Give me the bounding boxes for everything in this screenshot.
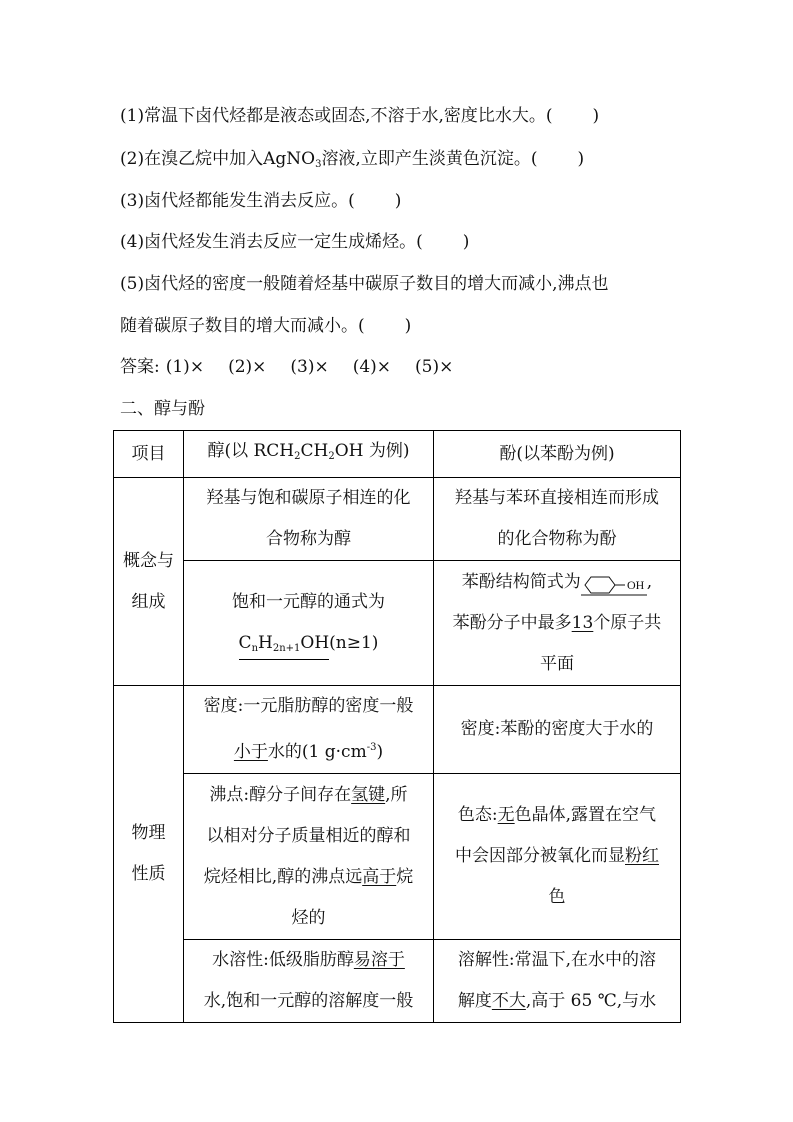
answer-item: (5)×: [415, 357, 454, 377]
svg-text:OH: OH: [626, 578, 645, 592]
formula-fill-blank: $C_nH_{2n+1}OH$: [239, 633, 330, 660]
answer-item: (3)×: [290, 357, 329, 377]
table-row: [114, 478, 681, 561]
question-4: (4)卤代烃发生消去反应一定生成烯烃。( ): [120, 232, 470, 252]
question-1: (1)常温下卤代烃都是液态或固态,不溶于水,密度比水大。( ): [120, 106, 600, 126]
header-phenol: 酚(以苯酚为例): [434, 431, 681, 478]
answer-item: (2)×: [228, 357, 267, 377]
phenol-structure-diagram: [581, 571, 647, 593]
alcohol-definition: 羟基与饱和碳原子相连的化 合物称为醇: [184, 478, 434, 561]
section-title: 二、醇与酚: [120, 399, 205, 419]
phenol-color-state: 色态:无色晶体,露置在空气 中会因部分被氧化而显粉红 色: [434, 774, 681, 940]
table-row: [114, 774, 681, 940]
table-header-row: [114, 431, 681, 478]
phenol-density: 密度:苯酚的密度大于水的: [434, 686, 681, 774]
alcohol-phenol-table: [113, 430, 681, 1023]
phenol-structure: 苯酚结构简式为 OH , 苯酚分子中最多13个原子共 平面: [434, 561, 681, 686]
header-alcohol: 醇(以 $RCH_2CH_2OH$ 为例): [184, 431, 434, 478]
alcohol-solubility: 水溶性:低级脂肪醇易溶于 水,饱和一元醇的溶解度一般: [184, 940, 434, 1023]
question-5-line-2: 随着碳原子数目的增大而减小。( ): [120, 316, 412, 336]
alcohol-general-formula: 饱和一元醇的通式为 $C_nH_{2n+1}OH(n\ge 1)$: [184, 561, 434, 686]
table-row: [114, 940, 681, 1023]
table-row: [114, 561, 681, 686]
answer-item: (4)×: [352, 357, 392, 377]
phenol-solubility: 溶解性:常温下,在水中的溶 解度不大,高于 65 ℃,与水: [434, 940, 681, 1023]
row-label-concept: 概念与 组成: [114, 478, 184, 686]
question-5-line-1: (5)卤代烃的密度一般随着烃基中碳原子数目的增大而减小,沸点也: [120, 274, 609, 294]
header-item: 项目: [114, 431, 184, 478]
answer-item: (1)×: [165, 357, 205, 377]
alcohol-boiling-point: 沸点:醇分子间存在氢键,所 以相对分子质量相近的醇和 烷烃相比,醇的沸点远高于烷 烃的: [184, 774, 434, 940]
question-2: (2)在溴乙烷中加入AgNO$_3$溶液,立即产生淡黄色沉淀。( ): [120, 149, 585, 170]
alcohol-density: 密度:一元脂肪醇的密度一般 小于水的(1 $g\cdot cm^{-3}$): [184, 686, 434, 774]
table-row: [114, 686, 681, 774]
answer-label: 答案:: [120, 357, 160, 377]
answer-line: [120, 355, 453, 379]
phenol-definition: 羟基与苯环直接相连而形成 的化合物称为酚: [434, 478, 681, 561]
row-label-physical: 物理 性质: [114, 686, 184, 1023]
question-3: (3)卤代烃都能发生消去反应。( ): [120, 191, 402, 211]
